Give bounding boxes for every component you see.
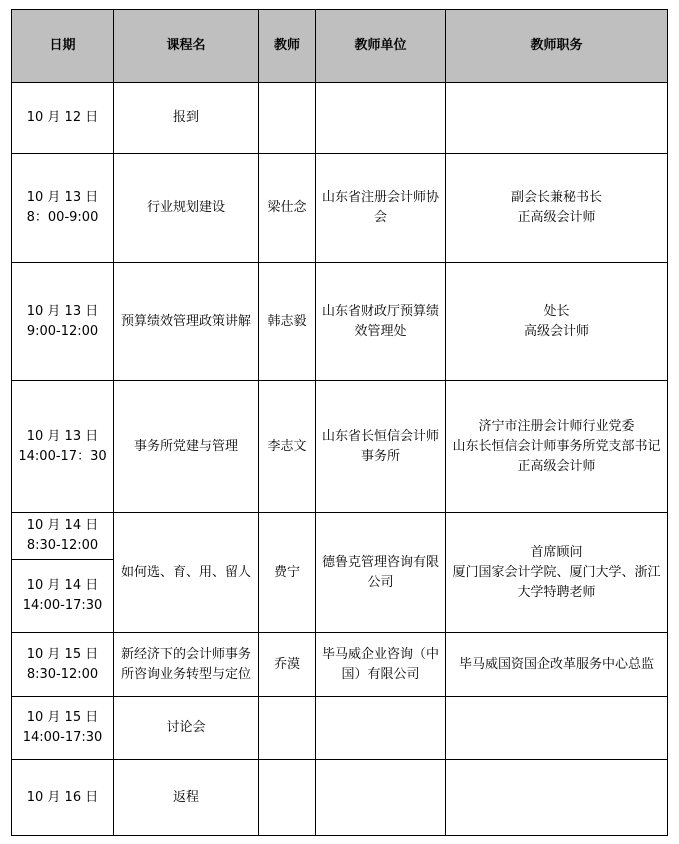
table-row	[12, 263, 668, 381]
course-cell: 报到	[114, 83, 259, 154]
title-cell: 济宁市注册会计师行业党委 山东长恒信会计师事务所党支部书记 正高级会计师	[446, 381, 668, 513]
header-teacher: 教师	[259, 10, 316, 83]
date-cell: 10 月 14 日 8:30-12:00	[12, 513, 114, 560]
org-cell: 毕马威企业咨询（中国）有限公司	[316, 633, 446, 697]
table-row	[12, 513, 668, 560]
title-cell: 首席顾问 厦门国家会计学院、厦门大学、浙江大学特聘老师	[446, 513, 668, 633]
date-cell: 10 月 13 日 9:00-12:00	[12, 263, 114, 381]
date-cell: 10 月 14 日 14:00-17:30	[12, 560, 114, 633]
title-cell	[446, 697, 668, 760]
org-cell	[316, 760, 446, 836]
date-cell: 10 月 12 日	[12, 83, 114, 154]
table-row	[12, 760, 668, 836]
title-cell: 毕马威国资国企改革服务中心总监	[446, 633, 668, 697]
table-row	[12, 381, 668, 513]
teacher-cell: 乔漠	[259, 633, 316, 697]
teacher-cell	[259, 697, 316, 760]
title-cell: 处长 高级会计师	[446, 263, 668, 381]
header-title: 教师职务	[446, 10, 668, 83]
table-row	[12, 154, 668, 263]
teacher-cell	[259, 83, 316, 154]
org-cell	[316, 83, 446, 154]
date-cell: 10 月 15 日 8:30-12:00	[12, 633, 114, 697]
header-course: 课程名	[114, 10, 259, 83]
course-cell: 事务所党建与管理	[114, 381, 259, 513]
table-row	[12, 83, 668, 154]
date-cell: 10 月 16 日	[12, 760, 114, 836]
header-org: 教师单位	[316, 10, 446, 83]
table-row	[12, 697, 668, 760]
date-cell: 10 月 15 日 14:00-17:30	[12, 697, 114, 760]
date-cell: 10 月 13 日 8：00-9:00	[12, 154, 114, 263]
header-row	[12, 10, 668, 83]
org-cell: 山东省注册会计师协会	[316, 154, 446, 263]
teacher-cell: 韩志毅	[259, 263, 316, 381]
course-cell: 新经济下的会计师事务所咨询业务转型与定位	[114, 633, 259, 697]
course-cell: 如何选、育、用、留人	[114, 513, 259, 633]
teacher-cell: 费宁	[259, 513, 316, 633]
teacher-cell: 李志文	[259, 381, 316, 513]
org-cell: 德鲁克管理咨询有限公司	[316, 513, 446, 633]
org-cell: 山东省财政厅预算绩效管理处	[316, 263, 446, 381]
title-cell	[446, 83, 668, 154]
org-cell	[316, 697, 446, 760]
title-cell	[446, 760, 668, 836]
course-cell: 行业规划建设	[114, 154, 259, 263]
teacher-cell	[259, 760, 316, 836]
course-cell: 预算绩效管理政策讲解	[114, 263, 259, 381]
org-cell: 山东省长恒信会计师事务所	[316, 381, 446, 513]
header-date: 日期	[12, 10, 114, 83]
title-cell: 副会长兼秘书长 正高级会计师	[446, 154, 668, 263]
table-row	[12, 633, 668, 697]
course-cell: 返程	[114, 760, 259, 836]
course-cell: 讨论会	[114, 697, 259, 760]
teacher-cell: 梁仕念	[259, 154, 316, 263]
schedule-table	[11, 9, 668, 836]
date-cell: 10 月 13 日 14:00-17：30	[12, 381, 114, 513]
